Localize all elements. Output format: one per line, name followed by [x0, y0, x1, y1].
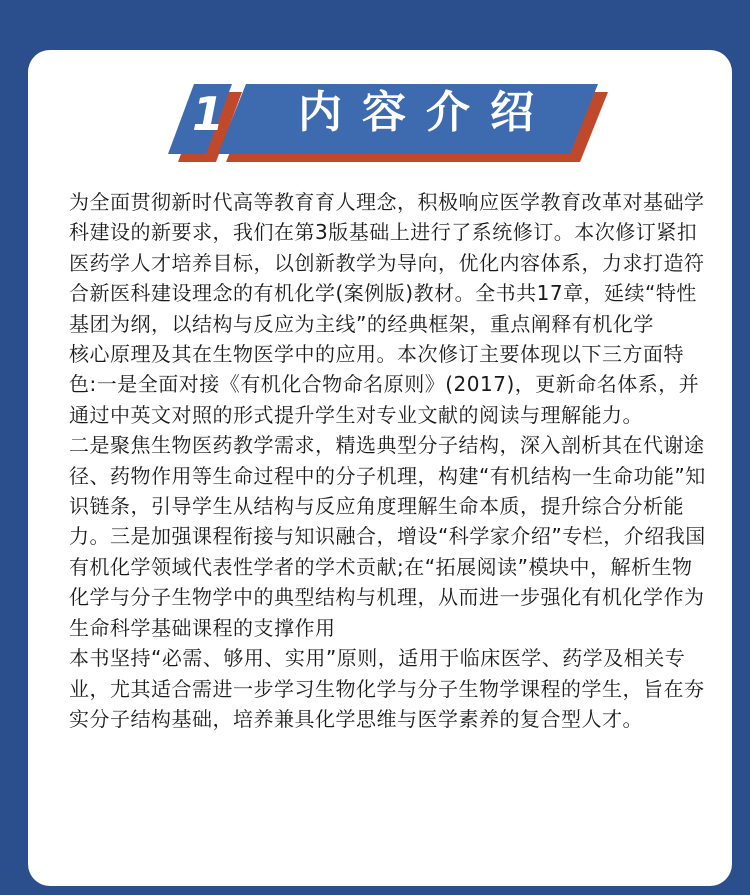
paragraph-3: 二是聚焦生物医药教学需求，精选典型分子结构，深入剖析其在代谢途径、药物作用等生命过程中的分子机理，构建“有机结构一生命功能”知识链条，引导学生从结构与反应角度理解生命本质，提升综合分析能力。三是加强课程衔接与知识融合，增设“科学家介绍”专栏，介绍我国有机化学领域代表性学者的学术贡献;在“拓展阅读”模块中，解析生物化学与分子生物学中的典型结构与机理，从而进一步强化有机化学作为生命科学基础课程的支撑作用 [69, 433, 706, 640]
content-card [28, 50, 732, 886]
section-title: 内容介绍 [298, 87, 554, 138]
paragraph-1: 为全面贯彻新时代高等教育育人理念，积极响应医学教育改革对基础学科建设的新要求，我们在第3版基础上进行了系统修订。本次修订紧扣医药学人才培养目标，以创新教学为导向，优化内容体系，力求打造符合新医科建设理念的有机化学(案例版)教材。全书共17章，延续“特性基团为纲，以结构与反应为主线”的经典框架，重点阐释有机化学 [69, 190, 705, 336]
paragraph-4: 本书坚持“必需、够用、实用”原则，适用于临床医学、药学及相关专业，尤其适合需进一步学习生物化学与分子生物学课程的学生，旨在夯实分子结构基础，培养兼具化学思维与医学素养的复合型人才。 [69, 646, 705, 731]
paragraph-2: 核心原理及其在生物医学中的应用。本次修订主要体现以下三方面特色:一是全面对接《有机化合物命名原则》(2017)，更新命名体系，并通过中英文对照的形式提升学生对专业文献的阅读与理解能力。 [69, 342, 700, 427]
intro-body [69, 187, 709, 734]
section-number: 1 [191, 87, 224, 141]
section-header [28, 50, 732, 170]
